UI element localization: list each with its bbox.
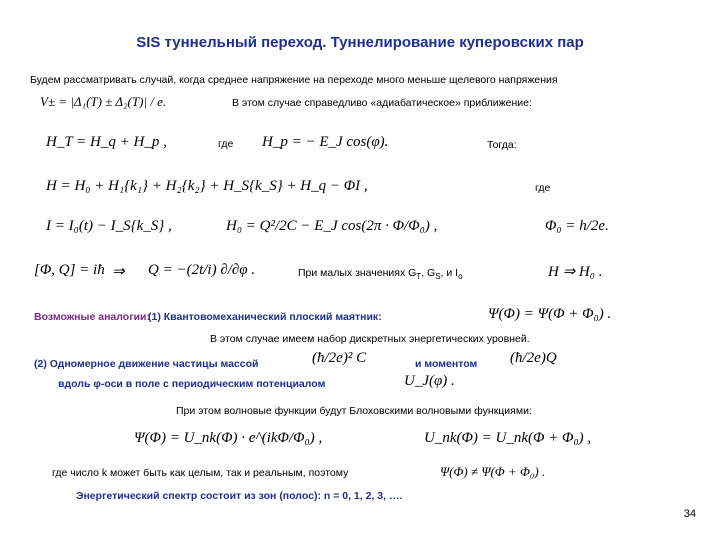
analogy-2a: (2) Одномерное движение частицы массой [34, 358, 259, 370]
intro-text: Будем рассматривать случай, когда среднее напряжение на переходе много меньше щелевого напряжения [30, 74, 558, 86]
analogies-label: Возможные аналогии: [34, 311, 150, 323]
energy-spectrum: Энергетический спектр состоит из зон (полос): n = 0, 1, 2, 3, …. [76, 490, 403, 502]
analogy-1: (1) Квантовомеханический плоский маятник: [148, 311, 382, 323]
hamiltonian-p: H_p = − E_J cos(φ). [262, 134, 389, 150]
bloch-periodicity: U_nk(Φ) = U_nk(Φ + Φ₀) , [424, 430, 592, 446]
hamiltonian-full: H = H₀ + H₁{k₁} + H₂{k₂} + H_S{k_S} + H_q − ΦI , [46, 178, 368, 194]
bloch-text: При этом волновые функции будут Блоховскими волновыми функциями: [176, 405, 532, 417]
adiabatic-text: В этом случае справедливо «адиабатическое» приближение: [232, 97, 532, 109]
analogy-2b: вдоль φ-оси в поле с периодическим потенциалом [58, 378, 326, 390]
hamiltonian-total: H_T = H_q + H_p , [46, 134, 167, 150]
hamiltonian-limit: H ⇒ H₀ . [548, 264, 603, 280]
discrete-levels-text: В этом случае имеем набор дискретных энергетических уровней. [210, 333, 530, 345]
momentum-formula: (ħ/2e)Q [510, 350, 557, 366]
current-equation: I = I₀(t) − I_S{k_S} , [46, 218, 172, 234]
mass-formula: (ħ/2e)² C [312, 350, 367, 366]
slide-title: SIS туннельный переход. Туннелирование куперовских пар [136, 34, 584, 51]
flux-quantum: Φ₀ = h/2e. [545, 218, 609, 234]
psi-nonperiodic: Ψ(Φ) ≠ Ψ(Φ + Φ₀) . [440, 464, 546, 479]
psi-periodic: Ψ(Φ) = Ψ(Φ + Φ₀) . [488, 306, 612, 322]
implies-arrow: ⇒ [112, 264, 125, 280]
commutator: [Φ, Q] = iħ [34, 262, 105, 278]
hamiltonian-zero: H₀ = Q²/2C − E_J cos(2π · Φ/Φ₀) , [226, 218, 438, 234]
page-number: 34 [683, 508, 696, 520]
condition-formula: V± = |Δ₁(T) ± Δ₂(T)| / e. [40, 94, 167, 109]
small-values-text: При малых значениях $G_T$, $G_S$, и $I_o$ [298, 267, 463, 282]
k-number-text: где число k может быть как целым, так и реальным, поэтому [52, 467, 349, 479]
charge-operator: Q = −(2t/i) ∂/∂φ . [148, 262, 256, 278]
potential-formula: U_J(φ) . [404, 373, 455, 389]
and-momentum: и моментом [415, 358, 478, 370]
then-label: Тогда: [487, 139, 517, 151]
where-label-1: где [218, 138, 234, 150]
bloch-wavefunction: Ψ(Φ) = U_nk(Φ) · e^(ikΦ/Φ₀) , [134, 430, 323, 446]
where-label-2: где [535, 182, 551, 194]
